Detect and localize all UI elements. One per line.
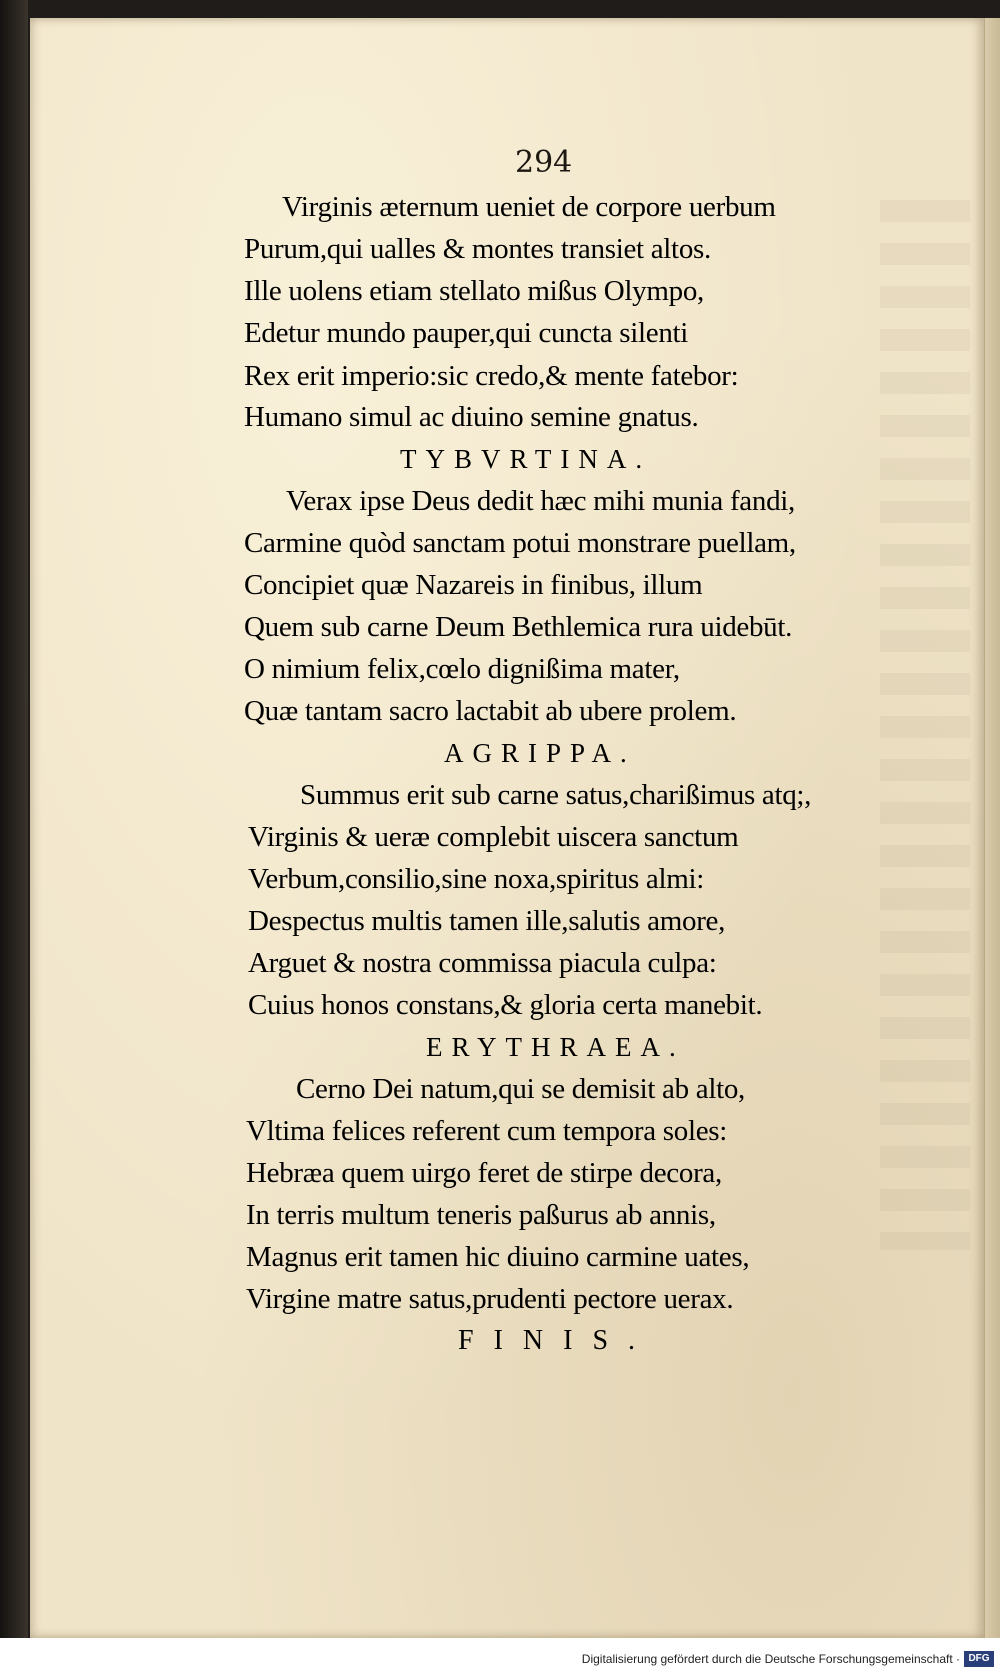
verse-line: Virginis & ueræ complebit uiscera sanctum [248, 821, 739, 853]
verse-line: Rex erit imperio:sic credo,& mente fatebor: [244, 360, 739, 392]
verse-line: Summus erit sub carne satus,charißimus atq;, [300, 779, 812, 811]
verse-line: Edetur mundo pauper,qui cuncta silenti [244, 317, 689, 349]
verse-line: Cerno Dei natum,qui se demisit ab alto, [296, 1073, 745, 1105]
finis-colophon: FINIS. [458, 1325, 656, 1356]
verse-line: Quæ tantam sacro lactabit ab ubere prolem. [244, 695, 737, 727]
verse-line: Ille uolens etiam stellato mißus Olympo, [244, 275, 704, 307]
verse-line: Quem sub carne Deum Bethlemica rura uidebūt. [244, 611, 793, 643]
verse-line: Hebræa quem uirgo feret de stirpe decora, [246, 1157, 722, 1189]
digitization-credit: Digitalisierung gefördert durch die Deutsche Forschungsgemeinschaft · [581, 1652, 960, 1666]
footer-bar [0, 1638, 1000, 1674]
verse-line: Cuius honos constans,& gloria certa manebit. [248, 989, 763, 1021]
verse-line: Despectus multis tamen ille,salutis amore, [248, 905, 726, 937]
show-through-text [880, 200, 970, 1250]
section-heading: AGRIPPA. [444, 738, 636, 768]
verse-line: Arguet & nostra commissa piacula culpa: [248, 947, 717, 979]
page-number: 294 [515, 145, 573, 180]
verse-line: Purum,qui ualles & montes transiet altos. [244, 233, 711, 265]
verse-line: Carmine quòd sanctam potui monstrare puellam, [244, 527, 796, 559]
binding-edge [0, 0, 28, 1674]
verse-line: Humano simul ac diuino semine gnatus. [244, 401, 699, 433]
verse-line: Vltima felices referent cum tempora soles: [246, 1115, 728, 1147]
verse-line: Verax ipse Deus dedit hæc mihi munia fandi, [286, 485, 795, 517]
verse-line: Concipiet quæ Nazareis in finibus, illum [244, 569, 703, 601]
dfg-logo: DFG [964, 1651, 994, 1667]
verse-line: In terris multum teneris paßurus ab annis, [246, 1199, 716, 1231]
verse-line: Virginis æternum ueniet de corpore uerbum [282, 191, 776, 223]
section-heading: ERYTHRAEA. [426, 1032, 685, 1062]
section-heading: TYBVRTINA. [400, 444, 652, 474]
verse-line: O nimium felix,cœlo dignißima mater, [244, 653, 680, 685]
verse-line: Magnus erit tamen hic diuino carmine uates, [246, 1241, 750, 1273]
facing-page-edge [984, 18, 1000, 1638]
verse-line: Virgine matre satus,prudenti pectore uerax. [246, 1283, 734, 1315]
verse-line: Verbum,consilio,sine noxa,spiritus almi: [248, 863, 704, 895]
